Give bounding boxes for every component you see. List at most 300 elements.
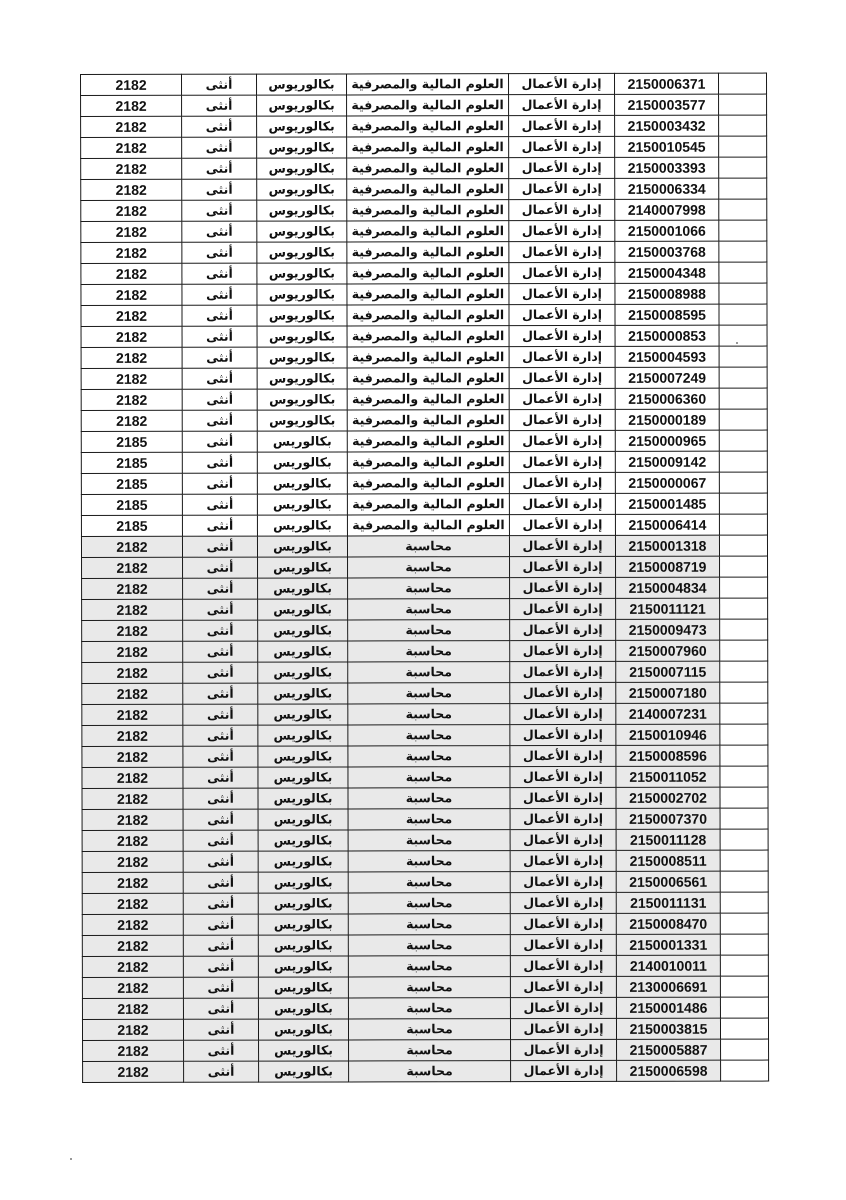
major-cell: العلوم المالية والمصرفية bbox=[347, 305, 509, 326]
student-id-cell: 2140007998 bbox=[615, 199, 719, 220]
degree-cell: بكالوريس bbox=[258, 620, 348, 641]
department-cell: إدارة الأعمال bbox=[510, 787, 616, 808]
major-cell: العلوم المالية والمصرفية bbox=[347, 494, 509, 515]
code-cell: 2182 bbox=[81, 347, 182, 368]
code-cell: 2182 bbox=[82, 704, 183, 725]
gender-cell: أنثى bbox=[182, 536, 257, 557]
student-id-cell: 2150003768 bbox=[615, 241, 719, 262]
degree-cell: بكالوريس bbox=[258, 599, 348, 620]
table-row bbox=[81, 199, 767, 221]
student-id-cell: 2150003815 bbox=[616, 1018, 720, 1039]
department-cell: إدارة الأعمال bbox=[510, 682, 616, 703]
code-cell: 2182 bbox=[81, 284, 182, 305]
table-row bbox=[81, 325, 767, 347]
major-cell: محاسبة bbox=[348, 998, 510, 1019]
major-cell: العلوم المالية والمصرفية bbox=[347, 116, 509, 137]
gender-cell: أنثى bbox=[182, 116, 257, 137]
gender-cell: أنثى bbox=[182, 452, 257, 473]
empty-cell bbox=[719, 283, 767, 304]
student-id-cell: 2150007960 bbox=[616, 640, 720, 661]
table-row bbox=[82, 808, 768, 830]
department-cell: إدارة الأعمال bbox=[510, 871, 616, 892]
code-cell: 2182 bbox=[82, 683, 183, 704]
degree-cell: بكالوريس bbox=[258, 809, 348, 830]
student-list-table bbox=[80, 73, 769, 1083]
table-row bbox=[82, 640, 768, 662]
degree-cell: بكالوريس bbox=[257, 431, 347, 452]
gender-cell: أنثى bbox=[183, 830, 258, 851]
student-id-cell: 2150001066 bbox=[615, 220, 719, 241]
code-cell: 2182 bbox=[82, 641, 183, 662]
major-cell: محاسبة bbox=[348, 851, 510, 872]
table-row bbox=[81, 346, 767, 368]
code-cell: 2185 bbox=[81, 452, 182, 473]
empty-cell bbox=[719, 136, 767, 157]
degree-cell: بكالوريوس bbox=[257, 179, 347, 200]
code-cell: 2182 bbox=[82, 662, 183, 683]
major-cell: العلوم المالية والمصرفية bbox=[347, 473, 509, 494]
degree-cell: بكالوريوس bbox=[257, 305, 347, 326]
empty-cell bbox=[719, 409, 767, 430]
gender-cell: أنثى bbox=[182, 158, 257, 179]
code-cell: 2182 bbox=[81, 410, 182, 431]
degree-cell: بكالوريوس bbox=[257, 200, 347, 221]
empty-cell bbox=[719, 430, 767, 451]
major-cell: محاسبة bbox=[348, 641, 510, 662]
empty-cell bbox=[721, 1039, 769, 1060]
student-id-cell: 2150009142 bbox=[615, 451, 719, 472]
empty-cell bbox=[719, 451, 767, 472]
code-cell: 2182 bbox=[82, 998, 183, 1019]
student-id-cell: 2150000067 bbox=[615, 472, 719, 493]
major-cell: العلوم المالية والمصرفية bbox=[347, 221, 509, 242]
gender-cell: أنثى bbox=[183, 977, 258, 998]
code-cell: 2185 bbox=[81, 515, 182, 536]
degree-cell: بكالوريوس bbox=[257, 284, 347, 305]
empty-cell bbox=[719, 220, 767, 241]
table-row bbox=[82, 766, 768, 788]
empty-cell bbox=[719, 535, 767, 556]
major-cell: محاسبة bbox=[349, 1061, 511, 1082]
department-cell: إدارة الأعمال bbox=[509, 409, 615, 430]
department-cell: إدارة الأعمال bbox=[509, 367, 615, 388]
table-row bbox=[82, 745, 768, 767]
empty-cell bbox=[720, 829, 768, 850]
empty-cell bbox=[719, 325, 767, 346]
major-cell: محاسبة bbox=[348, 914, 510, 935]
table-row bbox=[81, 514, 767, 536]
department-cell: إدارة الأعمال bbox=[511, 1060, 617, 1081]
department-cell: إدارة الأعمال bbox=[509, 514, 615, 535]
degree-cell: بكالوريوس bbox=[257, 263, 347, 284]
table-row bbox=[82, 871, 768, 893]
major-cell: العلوم المالية والمصرفية bbox=[347, 95, 509, 116]
empty-cell bbox=[720, 997, 768, 1018]
code-cell: 2182 bbox=[81, 326, 182, 347]
department-cell: إدارة الأعمال bbox=[510, 955, 616, 976]
empty-cell bbox=[720, 766, 768, 787]
code-cell: 2182 bbox=[82, 977, 183, 998]
code-cell: 2182 bbox=[81, 221, 182, 242]
table-row bbox=[82, 577, 768, 599]
major-cell: العلوم المالية والمصرفية bbox=[347, 158, 509, 179]
empty-cell bbox=[719, 115, 767, 136]
table-row bbox=[81, 94, 767, 116]
gender-cell: أنثى bbox=[182, 389, 257, 410]
gender-cell: أنثى bbox=[183, 893, 258, 914]
empty-cell bbox=[720, 682, 768, 703]
table-row bbox=[81, 388, 767, 410]
gender-cell: أنثى bbox=[184, 1061, 259, 1082]
empty-cell bbox=[720, 556, 768, 577]
department-cell: إدارة الأعمال bbox=[510, 745, 616, 766]
major-cell: العلوم المالية والمصرفية bbox=[347, 515, 509, 536]
student-id-cell: 2130006691 bbox=[616, 976, 720, 997]
major-cell: محاسبة bbox=[348, 767, 510, 788]
code-cell: 2182 bbox=[81, 158, 182, 179]
table-row bbox=[82, 1018, 768, 1040]
gender-cell: أنثى bbox=[183, 704, 258, 725]
degree-cell: بكالوريس bbox=[258, 641, 348, 662]
major-cell: العلوم المالية والمصرفية bbox=[347, 368, 509, 389]
major-cell: العلوم المالية والمصرفية bbox=[347, 389, 509, 410]
empty-cell bbox=[719, 514, 767, 535]
major-cell: العلوم المالية والمصرفية bbox=[347, 326, 509, 347]
student-id-cell: 2150008596 bbox=[616, 745, 720, 766]
department-cell: إدارة الأعمال bbox=[510, 997, 616, 1018]
student-id-cell: 2150007370 bbox=[616, 808, 720, 829]
department-cell: إدارة الأعمال bbox=[510, 661, 616, 682]
major-cell: محاسبة bbox=[348, 725, 510, 746]
table-row bbox=[82, 892, 768, 914]
code-cell: 2185 bbox=[81, 431, 182, 452]
gender-cell: أنثى bbox=[183, 788, 258, 809]
code-cell: 2182 bbox=[81, 116, 182, 137]
student-id-cell: 2150007180 bbox=[616, 682, 720, 703]
table-body bbox=[81, 73, 769, 1082]
empty-cell bbox=[720, 955, 768, 976]
table-row bbox=[82, 598, 768, 620]
major-cell: محاسبة bbox=[349, 1040, 511, 1061]
student-id-cell: 2150001485 bbox=[615, 493, 719, 514]
department-cell: إدارة الأعمال bbox=[510, 934, 616, 955]
department-cell: إدارة الأعمال bbox=[509, 451, 615, 472]
empty-cell bbox=[719, 157, 767, 178]
student-id-cell: 2150006561 bbox=[616, 871, 720, 892]
degree-cell: بكالوريوس bbox=[257, 347, 347, 368]
degree-cell: بكالوريس bbox=[258, 683, 348, 704]
empty-cell bbox=[719, 199, 767, 220]
degree-cell: بكالوريوس bbox=[257, 221, 347, 242]
gender-cell: أنثى bbox=[182, 95, 257, 116]
gender-cell: أنثى bbox=[182, 431, 257, 452]
empty-cell bbox=[720, 808, 768, 829]
department-cell: إدارة الأعمال bbox=[509, 325, 615, 346]
student-id-cell: 2150006371 bbox=[614, 73, 718, 94]
student-id-cell: 2150003393 bbox=[615, 157, 719, 178]
student-id-cell: 2150011121 bbox=[616, 598, 720, 619]
student-id-cell: 2150008470 bbox=[616, 913, 720, 934]
table-row bbox=[82, 703, 768, 725]
table-row bbox=[82, 619, 768, 641]
table-row bbox=[82, 913, 768, 935]
department-cell: إدارة الأعمال bbox=[510, 619, 616, 640]
department-cell: إدارة الأعمال bbox=[511, 1039, 617, 1060]
code-cell: 2182 bbox=[82, 746, 183, 767]
code-cell: 2182 bbox=[82, 599, 183, 620]
student-id-cell: 2150009473 bbox=[616, 619, 720, 640]
department-cell: إدارة الأعمال bbox=[510, 640, 616, 661]
gender-cell: أنثى bbox=[183, 914, 258, 935]
table-row bbox=[81, 304, 767, 326]
student-id-cell: 2150010946 bbox=[616, 724, 720, 745]
degree-cell: بكالوريس bbox=[258, 725, 348, 746]
code-cell: 2182 bbox=[82, 851, 183, 872]
major-cell: العلوم المالية والمصرفية bbox=[347, 263, 509, 284]
empty-cell bbox=[719, 472, 767, 493]
code-cell: 2185 bbox=[81, 473, 182, 494]
department-cell: إدارة الأعمال bbox=[510, 892, 616, 913]
department-cell: إدارة الأعمال bbox=[509, 115, 615, 136]
code-cell: 2182 bbox=[81, 137, 182, 158]
table-row bbox=[82, 682, 768, 704]
gender-cell: أنثى bbox=[182, 200, 257, 221]
gender-cell: أنثى bbox=[182, 305, 257, 326]
degree-cell: بكالوريوس bbox=[257, 158, 347, 179]
gender-cell: أنثى bbox=[183, 872, 258, 893]
gender-cell: أنثى bbox=[183, 998, 258, 1019]
major-cell: محاسبة bbox=[348, 557, 510, 578]
gender-cell: أنثى bbox=[183, 935, 258, 956]
major-cell: محاسبة bbox=[348, 683, 510, 704]
student-id-cell: 2150002702 bbox=[616, 787, 720, 808]
empty-cell bbox=[719, 304, 767, 325]
empty-cell bbox=[720, 724, 768, 745]
degree-cell: بكالوريس bbox=[258, 704, 348, 725]
degree-cell: بكالوريس bbox=[258, 788, 348, 809]
department-cell: إدارة الأعمال bbox=[510, 976, 616, 997]
code-cell: 2182 bbox=[82, 767, 183, 788]
empty-cell bbox=[720, 913, 768, 934]
department-cell: إدارة الأعمال bbox=[509, 73, 615, 94]
department-cell: إدارة الأعمال bbox=[510, 577, 616, 598]
major-cell: محاسبة bbox=[348, 704, 510, 725]
major-cell: محاسبة bbox=[348, 746, 510, 767]
empty-cell bbox=[719, 346, 767, 367]
major-cell: العلوم المالية والمصرفية bbox=[347, 179, 509, 200]
degree-cell: بكالوريوس bbox=[257, 116, 347, 137]
student-id-cell: 2150004593 bbox=[615, 346, 719, 367]
degree-cell: بكالوريوس bbox=[257, 74, 347, 95]
student-id-cell: 2150001486 bbox=[616, 997, 720, 1018]
department-cell: إدارة الأعمال bbox=[510, 913, 616, 934]
department-cell: إدارة الأعمال bbox=[509, 199, 615, 220]
table-row bbox=[82, 934, 768, 956]
gender-cell: أنثى bbox=[182, 284, 257, 305]
empty-cell bbox=[719, 94, 767, 115]
degree-cell: بكالوريس bbox=[257, 494, 347, 515]
table-row bbox=[81, 220, 767, 242]
degree-cell: بكالوريس bbox=[258, 662, 348, 683]
student-id-cell: 2150000189 bbox=[615, 409, 719, 430]
gender-cell: أنثى bbox=[182, 137, 257, 158]
student-id-cell: 2150008511 bbox=[616, 850, 720, 871]
major-cell: العلوم المالية والمصرفية bbox=[347, 74, 509, 95]
student-id-cell: 2150007115 bbox=[616, 661, 720, 682]
degree-cell: بكالوريس bbox=[257, 473, 347, 494]
gender-cell: أنثى bbox=[182, 326, 257, 347]
student-id-cell: 2150004348 bbox=[615, 262, 719, 283]
gender-cell: أنثى bbox=[183, 809, 258, 830]
empty-cell bbox=[719, 388, 767, 409]
major-cell: محاسبة bbox=[348, 809, 510, 830]
empty-cell bbox=[721, 1060, 769, 1081]
department-cell: إدارة الأعمال bbox=[509, 220, 615, 241]
major-cell: العلوم المالية والمصرفية bbox=[347, 284, 509, 305]
student-id-cell: 2150010545 bbox=[615, 136, 719, 157]
student-id-cell: 2150000965 bbox=[615, 430, 719, 451]
gender-cell: أنثى bbox=[182, 494, 257, 515]
major-cell: محاسبة bbox=[348, 662, 510, 683]
major-cell: محاسبة bbox=[347, 536, 509, 557]
code-cell: 2182 bbox=[81, 179, 182, 200]
empty-cell bbox=[720, 871, 768, 892]
table-row bbox=[81, 493, 767, 515]
student-id-cell: 2150006598 bbox=[617, 1060, 721, 1081]
gender-cell: أنثى bbox=[183, 599, 258, 620]
student-id-cell: 2140007231 bbox=[616, 703, 720, 724]
degree-cell: بكالوريوس bbox=[257, 410, 347, 431]
gender-cell: أنثى bbox=[183, 683, 258, 704]
code-cell: 2182 bbox=[82, 914, 183, 935]
table-row bbox=[82, 556, 768, 578]
empty-cell bbox=[720, 976, 768, 997]
degree-cell: بكالوريس bbox=[258, 872, 348, 893]
major-cell: محاسبة bbox=[348, 599, 510, 620]
empty-cell bbox=[720, 703, 768, 724]
scan-speck bbox=[736, 342, 738, 344]
code-cell: 2182 bbox=[83, 1061, 184, 1082]
department-cell: إدارة الأعمال bbox=[509, 157, 615, 178]
major-cell: محاسبة bbox=[348, 893, 510, 914]
major-cell: العلوم المالية والمصرفية bbox=[347, 242, 509, 263]
gender-cell: أنثى bbox=[182, 221, 257, 242]
student-id-cell: 2150001318 bbox=[615, 535, 719, 556]
gender-cell: أنثى bbox=[183, 851, 258, 872]
code-cell: 2182 bbox=[81, 305, 182, 326]
table-row bbox=[81, 472, 767, 494]
table-row bbox=[81, 262, 767, 284]
gender-cell: أنثى bbox=[182, 410, 257, 431]
degree-cell: بكالوريس bbox=[258, 977, 348, 998]
code-cell: 2182 bbox=[81, 242, 182, 263]
code-cell: 2182 bbox=[82, 956, 183, 977]
department-cell: إدارة الأعمال bbox=[509, 472, 615, 493]
degree-cell: بكالوريس bbox=[258, 893, 348, 914]
department-cell: إدارة الأعمال bbox=[509, 283, 615, 304]
empty-cell bbox=[720, 619, 768, 640]
major-cell: محاسبة bbox=[348, 620, 510, 641]
code-cell: 2182 bbox=[81, 95, 182, 116]
major-cell: العلوم المالية والمصرفية bbox=[347, 137, 509, 158]
scan-speck bbox=[70, 1158, 72, 1160]
gender-cell: أنثى bbox=[182, 473, 257, 494]
major-cell: محاسبة bbox=[348, 872, 510, 893]
degree-cell: بكالوريس bbox=[257, 536, 347, 557]
table-row bbox=[82, 997, 768, 1019]
major-cell: محاسبة bbox=[348, 578, 510, 599]
empty-cell bbox=[720, 1018, 768, 1039]
code-cell: 2182 bbox=[81, 368, 182, 389]
student-id-cell: 2150004834 bbox=[616, 577, 720, 598]
degree-cell: بكالوريوس bbox=[257, 242, 347, 263]
empty-cell bbox=[720, 598, 768, 619]
table-row bbox=[81, 157, 767, 179]
department-cell: إدارة الأعمال bbox=[509, 346, 615, 367]
gender-cell: أنثى bbox=[182, 179, 257, 200]
degree-cell: بكالوريوس bbox=[257, 326, 347, 347]
table-row bbox=[81, 136, 767, 158]
code-cell: 2182 bbox=[82, 830, 183, 851]
student-id-cell: 2150006360 bbox=[615, 388, 719, 409]
code-cell: 2182 bbox=[81, 389, 182, 410]
code-cell: 2182 bbox=[82, 1019, 183, 1040]
table-row bbox=[83, 1039, 769, 1061]
code-cell: 2182 bbox=[81, 200, 182, 221]
student-id-cell: 2150006414 bbox=[615, 514, 719, 535]
degree-cell: بكالوريس bbox=[258, 578, 348, 599]
degree-cell: بكالوريس bbox=[258, 830, 348, 851]
department-cell: إدارة الأعمال bbox=[510, 598, 616, 619]
department-cell: إدارة الأعمال bbox=[510, 703, 616, 724]
table-row bbox=[81, 430, 767, 452]
department-cell: إدارة الأعمال bbox=[509, 304, 615, 325]
degree-cell: بكالوريس bbox=[258, 935, 348, 956]
gender-cell: أنثى bbox=[182, 368, 257, 389]
major-cell: محاسبة bbox=[348, 830, 510, 851]
gender-cell: أنثى bbox=[183, 620, 258, 641]
student-id-cell: 2150003577 bbox=[615, 94, 719, 115]
table-row bbox=[81, 115, 767, 137]
table-row bbox=[82, 724, 768, 746]
gender-cell: أنثى bbox=[182, 74, 257, 95]
table-row bbox=[82, 955, 768, 977]
empty-cell bbox=[720, 745, 768, 766]
degree-cell: بكالوريوس bbox=[257, 137, 347, 158]
code-cell: 2182 bbox=[82, 872, 183, 893]
code-cell: 2185 bbox=[81, 494, 182, 515]
code-cell: 2182 bbox=[82, 935, 183, 956]
gender-cell: أنثى bbox=[183, 641, 258, 662]
empty-cell bbox=[720, 640, 768, 661]
major-cell: محاسبة bbox=[348, 935, 510, 956]
gender-cell: أنثى bbox=[183, 557, 258, 578]
table-row bbox=[81, 73, 767, 95]
empty-cell bbox=[719, 178, 767, 199]
table-row bbox=[81, 178, 767, 200]
major-cell: العلوم المالية والمصرفية bbox=[347, 347, 509, 368]
department-cell: إدارة الأعمال bbox=[509, 535, 615, 556]
empty-cell bbox=[719, 493, 767, 514]
student-id-cell: 2150003432 bbox=[615, 115, 719, 136]
empty-cell bbox=[720, 934, 768, 955]
student-id-cell: 2150008595 bbox=[615, 304, 719, 325]
code-cell: 2182 bbox=[82, 788, 183, 809]
student-id-cell: 2150006334 bbox=[615, 178, 719, 199]
code-cell: 2182 bbox=[83, 1040, 184, 1061]
table-row bbox=[83, 1060, 769, 1082]
major-cell: محاسبة bbox=[348, 788, 510, 809]
